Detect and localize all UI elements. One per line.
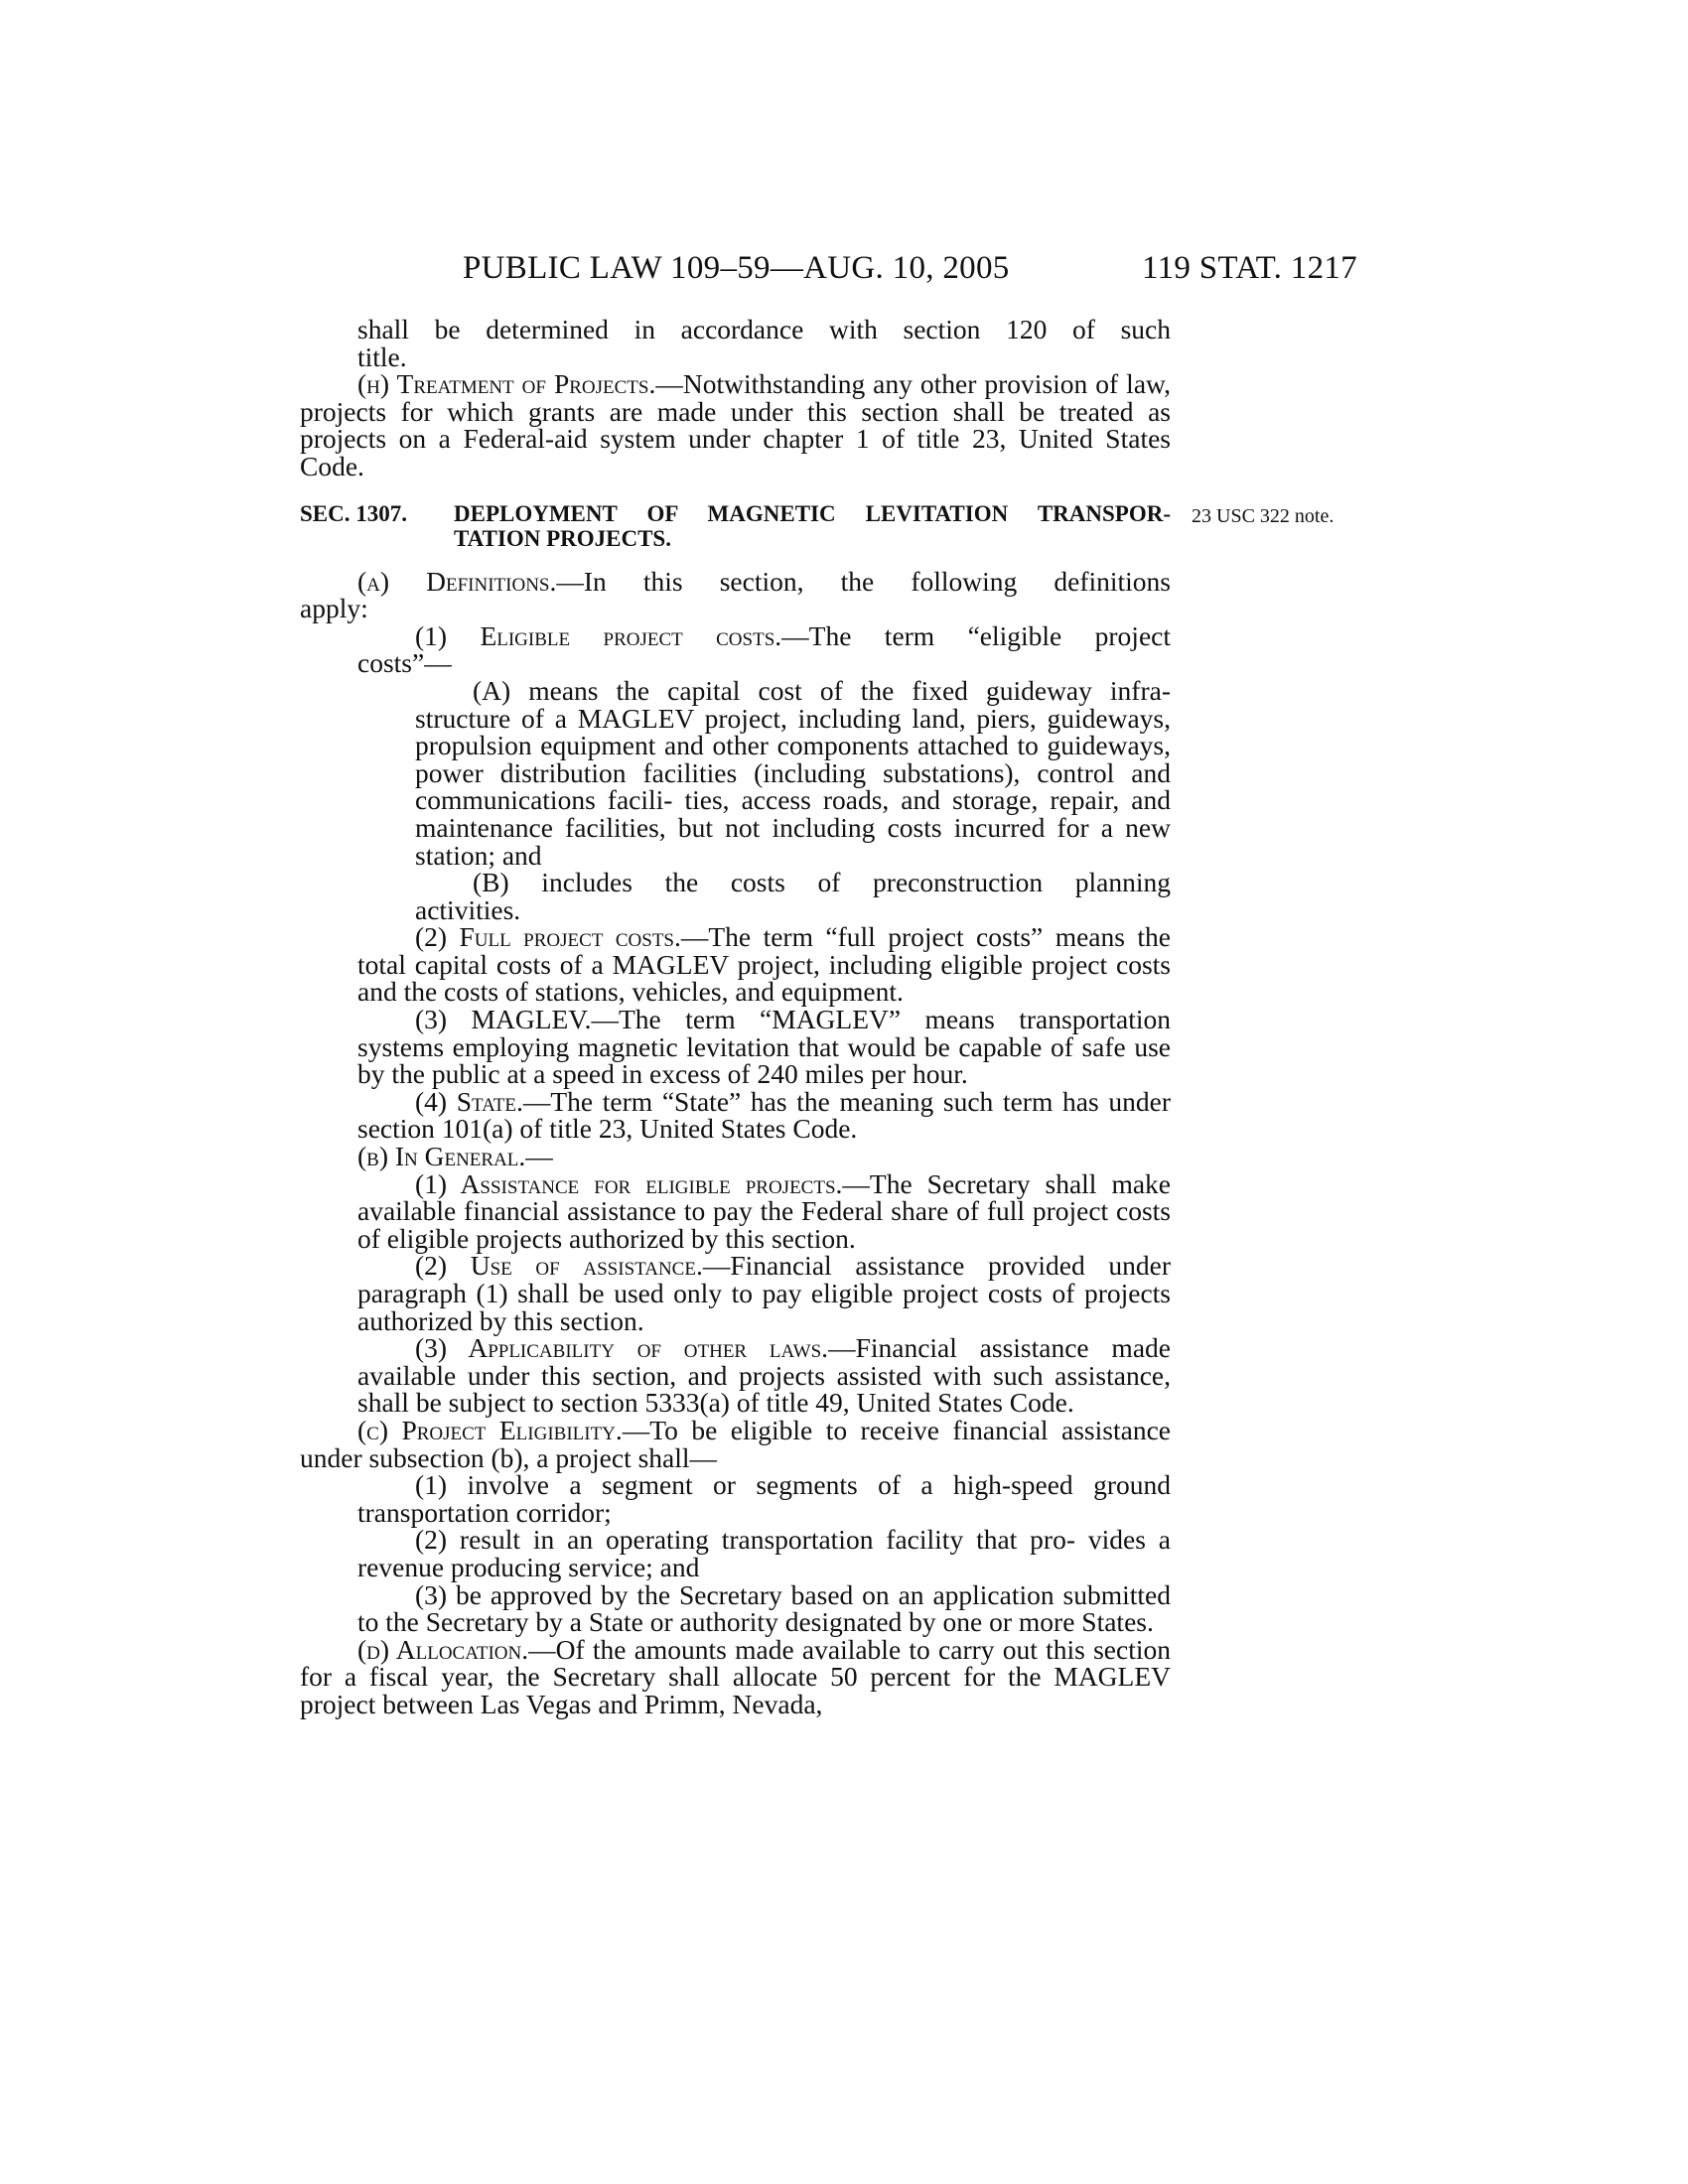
paragraph-a2-heading: (2) Full project costs. (415, 921, 681, 953)
continued-text-end: title. (357, 341, 407, 372)
paragraph-a3-heading: (3) MAGLEV. (415, 1004, 592, 1035)
section-title-line1: DEPLOYMENT OF MAGNETIC LEVITATION TRANSPOR- (454, 500, 1171, 526)
subparagraph-a1B-text: activities. (415, 893, 521, 925)
subsection-a-text: —In this section, the following definitions (556, 565, 1171, 597)
paragraph-a3 (300, 1006, 1171, 1088)
continued-text: shall be determined in accordance with section 120 of such (357, 314, 1171, 344)
paragraph-a2-text: —The term “full project costs” means the total capital costs of a MAGLEV project, including eligible project costs and the costs of stations, vehicles, and equipment. (357, 921, 1171, 1008)
paragraph-a3-text: —The term “MAGLEV” means transportation systems employing magnetic levitation that would be capable of safe use by the public at a speed in excess of 240 miles per hour. (357, 1004, 1171, 1090)
section-title-line2: TATION PROJECTS. (454, 525, 671, 551)
subsection-c (300, 1414, 1171, 1473)
paragraph-a1 (300, 619, 1171, 651)
paragraph-c3: (3) be approved by the Secretary based on an application submitted to the Secretary by a State or authority designated by one or more States. (357, 1578, 1171, 1638)
page-number: 119 STAT. 1217 (1142, 250, 1357, 286)
paragraph-b1 (300, 1167, 1172, 1254)
subsection-c-heading: (c) Project Eligibility. (357, 1414, 623, 1445)
paragraph-a1-text: —The term “eligible project (781, 619, 1171, 651)
subsection-d-heading: (d) Allocation. (357, 1633, 529, 1665)
paragraph-b2 (300, 1252, 1171, 1334)
paragraph-a4 (300, 1085, 1171, 1145)
paragraph-b2-text: —Financial assistance provided under paragraph (1) shall be used only to pay eligible project costs of projects authorized by this section. (357, 1250, 1171, 1336)
paragraph-a4-heading: (4) State. (415, 1085, 523, 1117)
paragraph-a1-text-end: costs”— (357, 647, 452, 679)
paragraph-c1: (1) involve a segment or segments of a high-speed ground transportation corridor; (357, 1469, 1171, 1528)
paragraph-b3 (300, 1334, 1171, 1417)
document-body (300, 316, 1171, 1718)
subsection-b-heading: (b) In General. (357, 1141, 526, 1172)
margin-note: 23 USC 322 note. (1192, 505, 1335, 527)
paragraph-a1-heading: (1) Eligible project costs. (415, 619, 782, 651)
subsection-b (300, 1143, 1171, 1170)
paragraph-b1-text: —The Secretary shall make available financial assistance to pay the Federal share of full project costs of eligible projects authorized by this section. (357, 1167, 1172, 1254)
paragraph-b3-heading: (3) Applicability of other laws. (415, 1332, 829, 1364)
paragraph-a2 (300, 923, 1171, 1006)
subsection-h-text: —Notwithstanding any other provision of law, projects for which grants are made under this section shall be treated as projects on a Federal-aid system under chapter 1 of title 23, United States Code. (300, 368, 1171, 481)
subsection-h-heading: (h) Treatment of Projects. (357, 368, 656, 400)
paragraph-b3-text: —Financial assistance made available under this section, and projects assisted with such assistance, shall be subject to section 5333(a) of title 49, United States Code. (357, 1332, 1171, 1419)
subsection-b-dash: — (525, 1141, 553, 1172)
subsection-a-heading: (a) Definitions. (357, 565, 557, 597)
running-header-title: PUBLIC LAW 109–59—AUG. 10, 2005 (463, 250, 1010, 286)
subsection-c-text: —To be eligible to receive financial assistance under subsection (b), a project shall— (300, 1414, 1171, 1473)
paragraph-c2: (2) result in an operating transportation facility that pro- vides a revenue producing service; and (357, 1524, 1171, 1582)
paragraph-b2-heading: (2) Use of assistance. (415, 1250, 703, 1282)
subparagraph-a1A: (A) means the capital cost of the fixed guideway infra- (473, 674, 1171, 706)
subparagraph-a1B: (B) includes the costs of preconstruction planning (473, 867, 1171, 898)
subsection-a-text-end: apply: (300, 593, 368, 624)
section-heading (300, 501, 1171, 551)
subsection-d-text: —Of the amounts made available to carry out this section for a fiscal year, the Secretary shall allocate 50 percent for the MAGLEV project between Las Vegas and Primm, Nevada, (300, 1633, 1171, 1719)
paragraph-a4-text: —The term “State” has the meaning such term has under section 101(a) of title 23, United States Code. (357, 1085, 1171, 1145)
subsection-d (300, 1633, 1171, 1719)
subparagraph-a1A-text: structure of a MAGLEV project, including land, piers, guideways, propulsion equipment and other components attached to guideways, power distribution facilities (including substations), control and communications facili- ties, access roads, and storage, repair, and maintenance facilities, but not including costs incurred for a new station; and (415, 702, 1171, 871)
subsection-a (300, 565, 1171, 597)
paragraph-b1-heading: (1) Assistance for eligible projects. (415, 1167, 843, 1199)
section-number: SEC. 1307. (300, 500, 407, 526)
subsection-h (300, 370, 1171, 479)
